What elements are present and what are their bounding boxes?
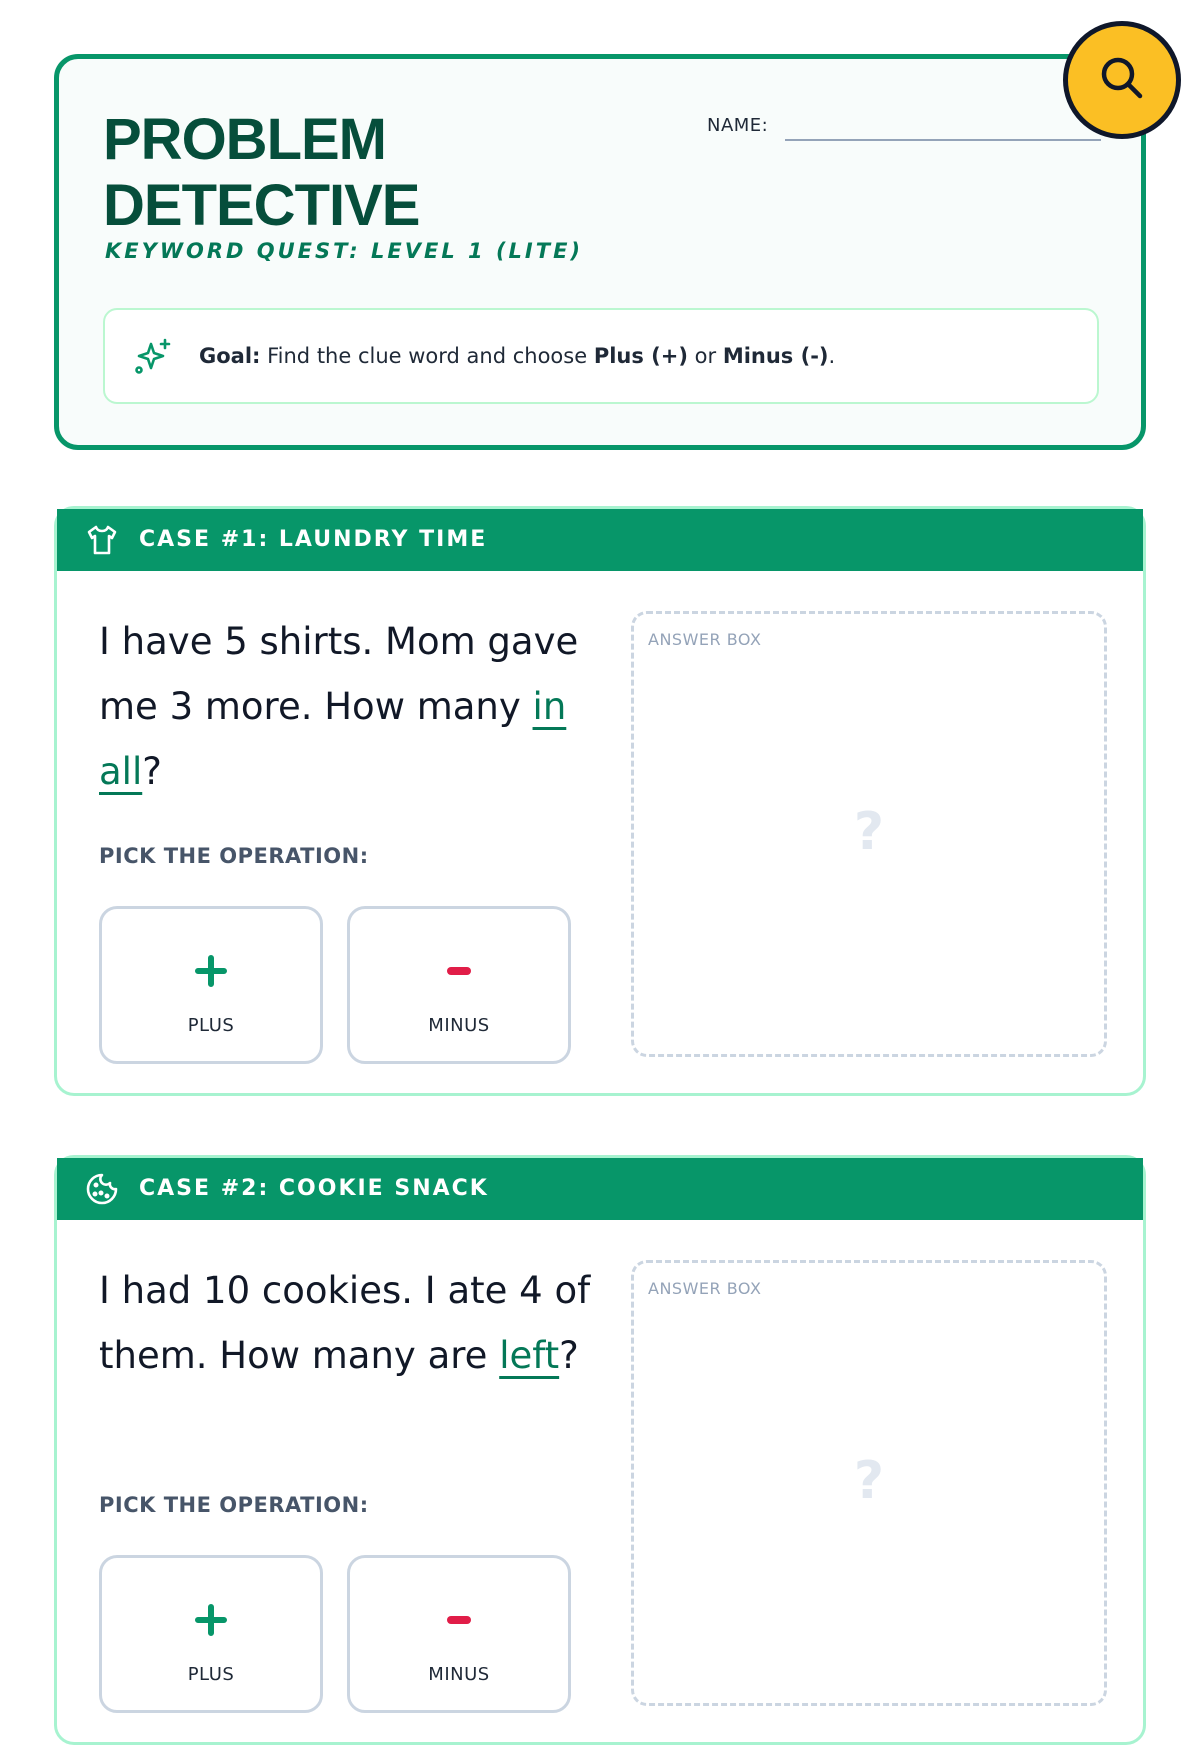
- goal-box: [103, 308, 1099, 404]
- keyword-1: in all: [99, 685, 567, 793]
- minus-button-2[interactable]: [347, 1555, 571, 1713]
- magnifier-badge: [1063, 21, 1181, 139]
- plus-symbol-2: [102, 1602, 320, 1642]
- goal-text-before: Find the clue word and choose: [260, 344, 594, 368]
- case-header-1: [57, 509, 1143, 571]
- answer-placeholder-2: ?: [853, 1451, 885, 1511]
- goal-text-after: .: [828, 344, 836, 368]
- keyword-2: left: [499, 1334, 560, 1377]
- answer-placeholder-1: ?: [853, 802, 885, 862]
- pick-label-1: PICK THE OPERATION:: [99, 844, 369, 868]
- search-icon: [1097, 53, 1147, 107]
- minus-symbol-1: [350, 953, 568, 993]
- plus-button-2[interactable]: [99, 1555, 323, 1713]
- problem-text-1: [99, 609, 599, 804]
- page-subtitle: KEYWORD QUEST: LEVEL 1 (LITE): [105, 239, 584, 263]
- plus-label-1: PLUS: [187, 1015, 235, 1036]
- pick-label-2: PICK THE OPERATION:: [99, 1493, 369, 1517]
- cookie-icon: [85, 1172, 119, 1210]
- plus-symbol-1: [102, 953, 320, 993]
- case-title-2: CASE #2: COOKIE SNACK: [139, 1176, 489, 1201]
- case-card-2: [54, 1155, 1146, 1745]
- minus-label-1: MINUS: [428, 1015, 490, 1036]
- name-label: NAME:: [707, 115, 769, 136]
- goal-text-mid: or: [687, 344, 723, 368]
- answer-box-1[interactable]: [631, 611, 1107, 1057]
- title-line-2: DETECTIVE: [103, 173, 420, 238]
- goal-minus: Minus (-): [722, 344, 829, 368]
- minus-symbol-2: [350, 1602, 568, 1642]
- title-line-1: PROBLEM: [103, 107, 386, 172]
- case-card-1: [54, 506, 1146, 1096]
- sparkles-icon: [133, 336, 173, 380]
- goal-plus: Plus (+): [593, 344, 688, 368]
- answer-box-2[interactable]: [631, 1260, 1107, 1706]
- problem-before-1: I have 5 shirts. Mom gave me 3 more. How many: [99, 620, 579, 728]
- minus-button-1[interactable]: [347, 906, 571, 1064]
- answer-label-2: ANSWER BOX: [648, 1279, 762, 1298]
- name-field[interactable]: [785, 139, 1101, 141]
- problem-before-2: I had 10 cookies. I ate 4 of them. How many are: [99, 1269, 591, 1377]
- plus-label-2: PLUS: [187, 1664, 235, 1685]
- plus-button-1[interactable]: [99, 906, 323, 1064]
- page-title: [103, 107, 420, 239]
- shirt-icon: [85, 523, 119, 561]
- goal-label: Goal:: [199, 344, 261, 368]
- problem-after-1: ?: [142, 750, 162, 793]
- goal-text: [199, 344, 835, 368]
- case-header-2: [57, 1158, 1143, 1220]
- minus-label-2: MINUS: [428, 1664, 490, 1685]
- problem-text-2: [99, 1258, 599, 1388]
- answer-label-1: ANSWER BOX: [648, 630, 762, 649]
- case-title-1: CASE #1: LAUNDRY TIME: [139, 527, 488, 552]
- header-card: [54, 54, 1146, 450]
- problem-after-2: ?: [559, 1334, 579, 1377]
